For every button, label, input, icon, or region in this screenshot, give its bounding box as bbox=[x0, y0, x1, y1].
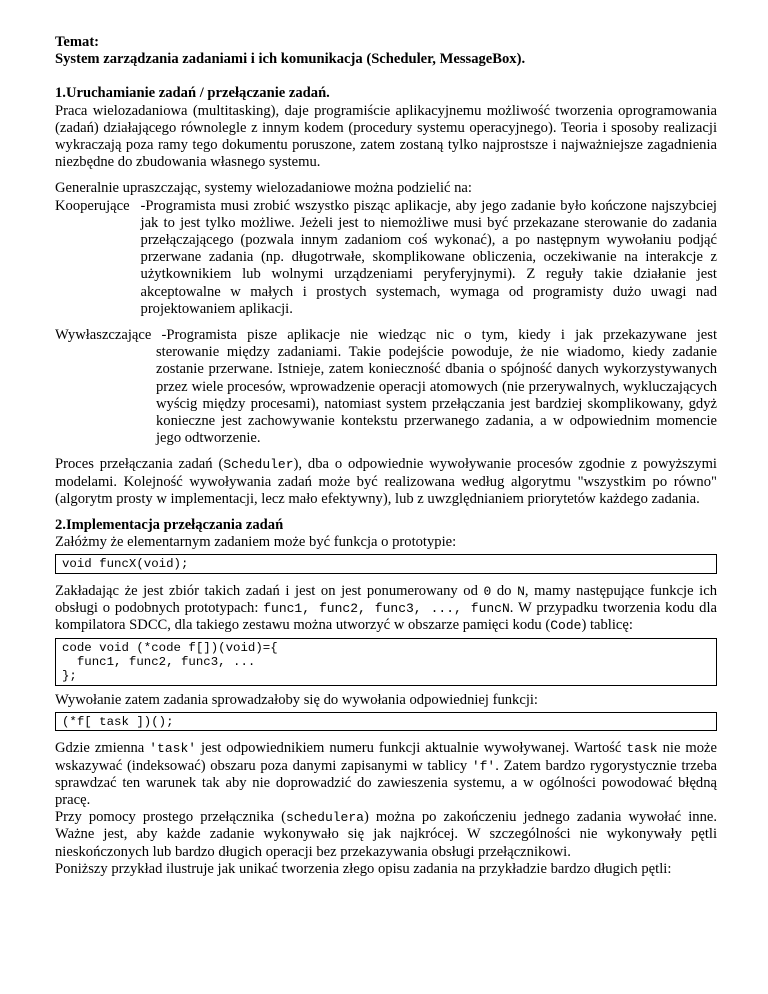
cooperative-text: -Programista musi zrobić wszystko pisząc aplikacje, aby jego zadanie było kończone najszybciej jak to jest tylko możliwe. Jeżeli jest to niemożliwe musi być przekazane sterowanie do zadania przełączającego (pozwala innym zadaniom coś wykonać), a po następnym wywołaniu podjąć przerwane zadania (np. długotrwałe, skomplikowane obliczenia, oczekiwanie na interakcje z użytkownikiem lub wolnymi urządzeniami peryferyjnymi). Z reguły takie działanie jest akceptowalne w małych i prostych systemach, wymaga od programisty dużo uwagi nad projektowaniem aplikacji. bbox=[140, 197, 717, 317]
preemptive-text-rest: sterowanie między zadaniami. Takie podejście powoduje, że nie wiadomo, kiedy zadanie zostanie przerwane. Istnieje, zatem konieczność dbania o spójność danych wykorzystywanych przez wiele procesów, wprowadzenie operacji atomowych (nie przerywalnych, wykluczających wyścig między procesami), natomiast system przełączania jest bardziej skomplikowany, gdyż konieczne jest zachowywanie kontekstu przerwanego zadania, a w odpowiednim momencie jego odtworzenie. bbox=[156, 344, 717, 447]
section2-heading: 2.Implementacja przełączania zadań bbox=[55, 517, 284, 534]
preemptive-definition bbox=[55, 327, 717, 447]
topic-title: System zarządzania zadaniami i ich komunikacja (Scheduler, MessageBox). bbox=[55, 51, 526, 68]
call-text: Wywołanie zatem zadania sprowadzałoby się do wywołania odpowiedniej funkcji: bbox=[55, 691, 538, 708]
func-list-code: func1, func2, func3, ..., funcN bbox=[263, 601, 510, 617]
scheduler-help-paragraph: Przy pomocy prostego przełącznika (schedulera) można po zakończeniu jednego zadania wywołać inne. Ważne jest, aby każde zadanie wykonywało się jak najkrócej. W szczególności nie wykonywały pętli nieskończonych lub bardzo długich operacji bez przekazywania obsługi przełącznikowi. bbox=[55, 809, 717, 860]
task-set-paragraph: Zakładając że jest zbiór takich zadań i jest on jest ponumerowany od 0 do N, mamy następujące funkcje ich obsługi o podobnych prototypach: func1, func2, func3, ..., funcN. W przypadku tworzenia kodu dla kompilatora SDCC, dla takiego zestawu można utworzyć w obszarze pamięci kodu (Code) tablicę: bbox=[55, 582, 717, 634]
document-page bbox=[55, 34, 717, 878]
cooperative-definition bbox=[55, 198, 717, 318]
section1-intro: Praca wielozadaniowa (multitasking), daje programiście aplikacyjnemu możliwość tworzenia oprogramowania (zadań) działającego równolegle z innym kodem (procedury systemu operacyjnego). Teoria i sposoby realizacji wykraczają poza ramy tego dokumentu poruszone, zatem zostaną tylko najprostsze i najważniejsze zagadnienia niezbędne do zbudowania własnego systemu. bbox=[55, 102, 717, 171]
preemptive-text-first: -Programista pisze aplikacje nie wiedząc nic o tym, kiedy i jak przekazywane jest bbox=[161, 327, 717, 344]
code-block-call: (*f[ task ])(); bbox=[55, 712, 717, 731]
code-block-array: code void (*code f[])(void)={ func1, func2, func3, ... }; bbox=[55, 638, 717, 686]
cooperative-term: Kooperujące bbox=[55, 197, 130, 214]
division-intro: Generalnie upraszczając, systemy wielozadaniowe można podzielić na: bbox=[55, 180, 472, 197]
task-variable-paragraph: Gdzie zmienna 'task' jest odpowiednikiem numeru funkcji aktualnie wywoływanej. Wartość task nie może wskazywać (indeksować) obszaru poza danymi zapisanymi w tablicy 'f'. Zatem bardzo rygorystycznie trzeba sprawdzać ten warunek tak aby nie doprowadzić do zawieszenia systemu, a w ogólności powodować błędną pracę. bbox=[55, 740, 718, 808]
preemptive-term: Wywłaszczające bbox=[55, 327, 152, 344]
scheduler-code: Scheduler bbox=[223, 457, 294, 473]
section1-heading: 1.Uruchamianie zadań / przełączanie zadań. bbox=[55, 85, 330, 102]
code-block-prototype: void funcX(void); bbox=[55, 554, 717, 573]
scheduler-paragraph: Proces przełączania zadań (Scheduler), dba o odpowiednie wywoływanie procesów zgodnie z powyższymi modelami. Kolejność wywoływania zadań może być realizowana według algorytmu "wszystkim po równo" (algorytm prosty w implementacji, lecz mało efektywny), lub z uwzględnianiem priorytetów każdego zadania. bbox=[55, 456, 717, 507]
assume-text: Załóżmy że elementarnym zadaniem może być funkcja o prototypie: bbox=[55, 534, 457, 551]
topic-label: Temat: bbox=[55, 34, 100, 50]
example-intro: Poniższy przykład ilustruje jak unikać tworzenia złego opisu zadania na przykładzie bardzo długich pętli: bbox=[55, 860, 672, 877]
